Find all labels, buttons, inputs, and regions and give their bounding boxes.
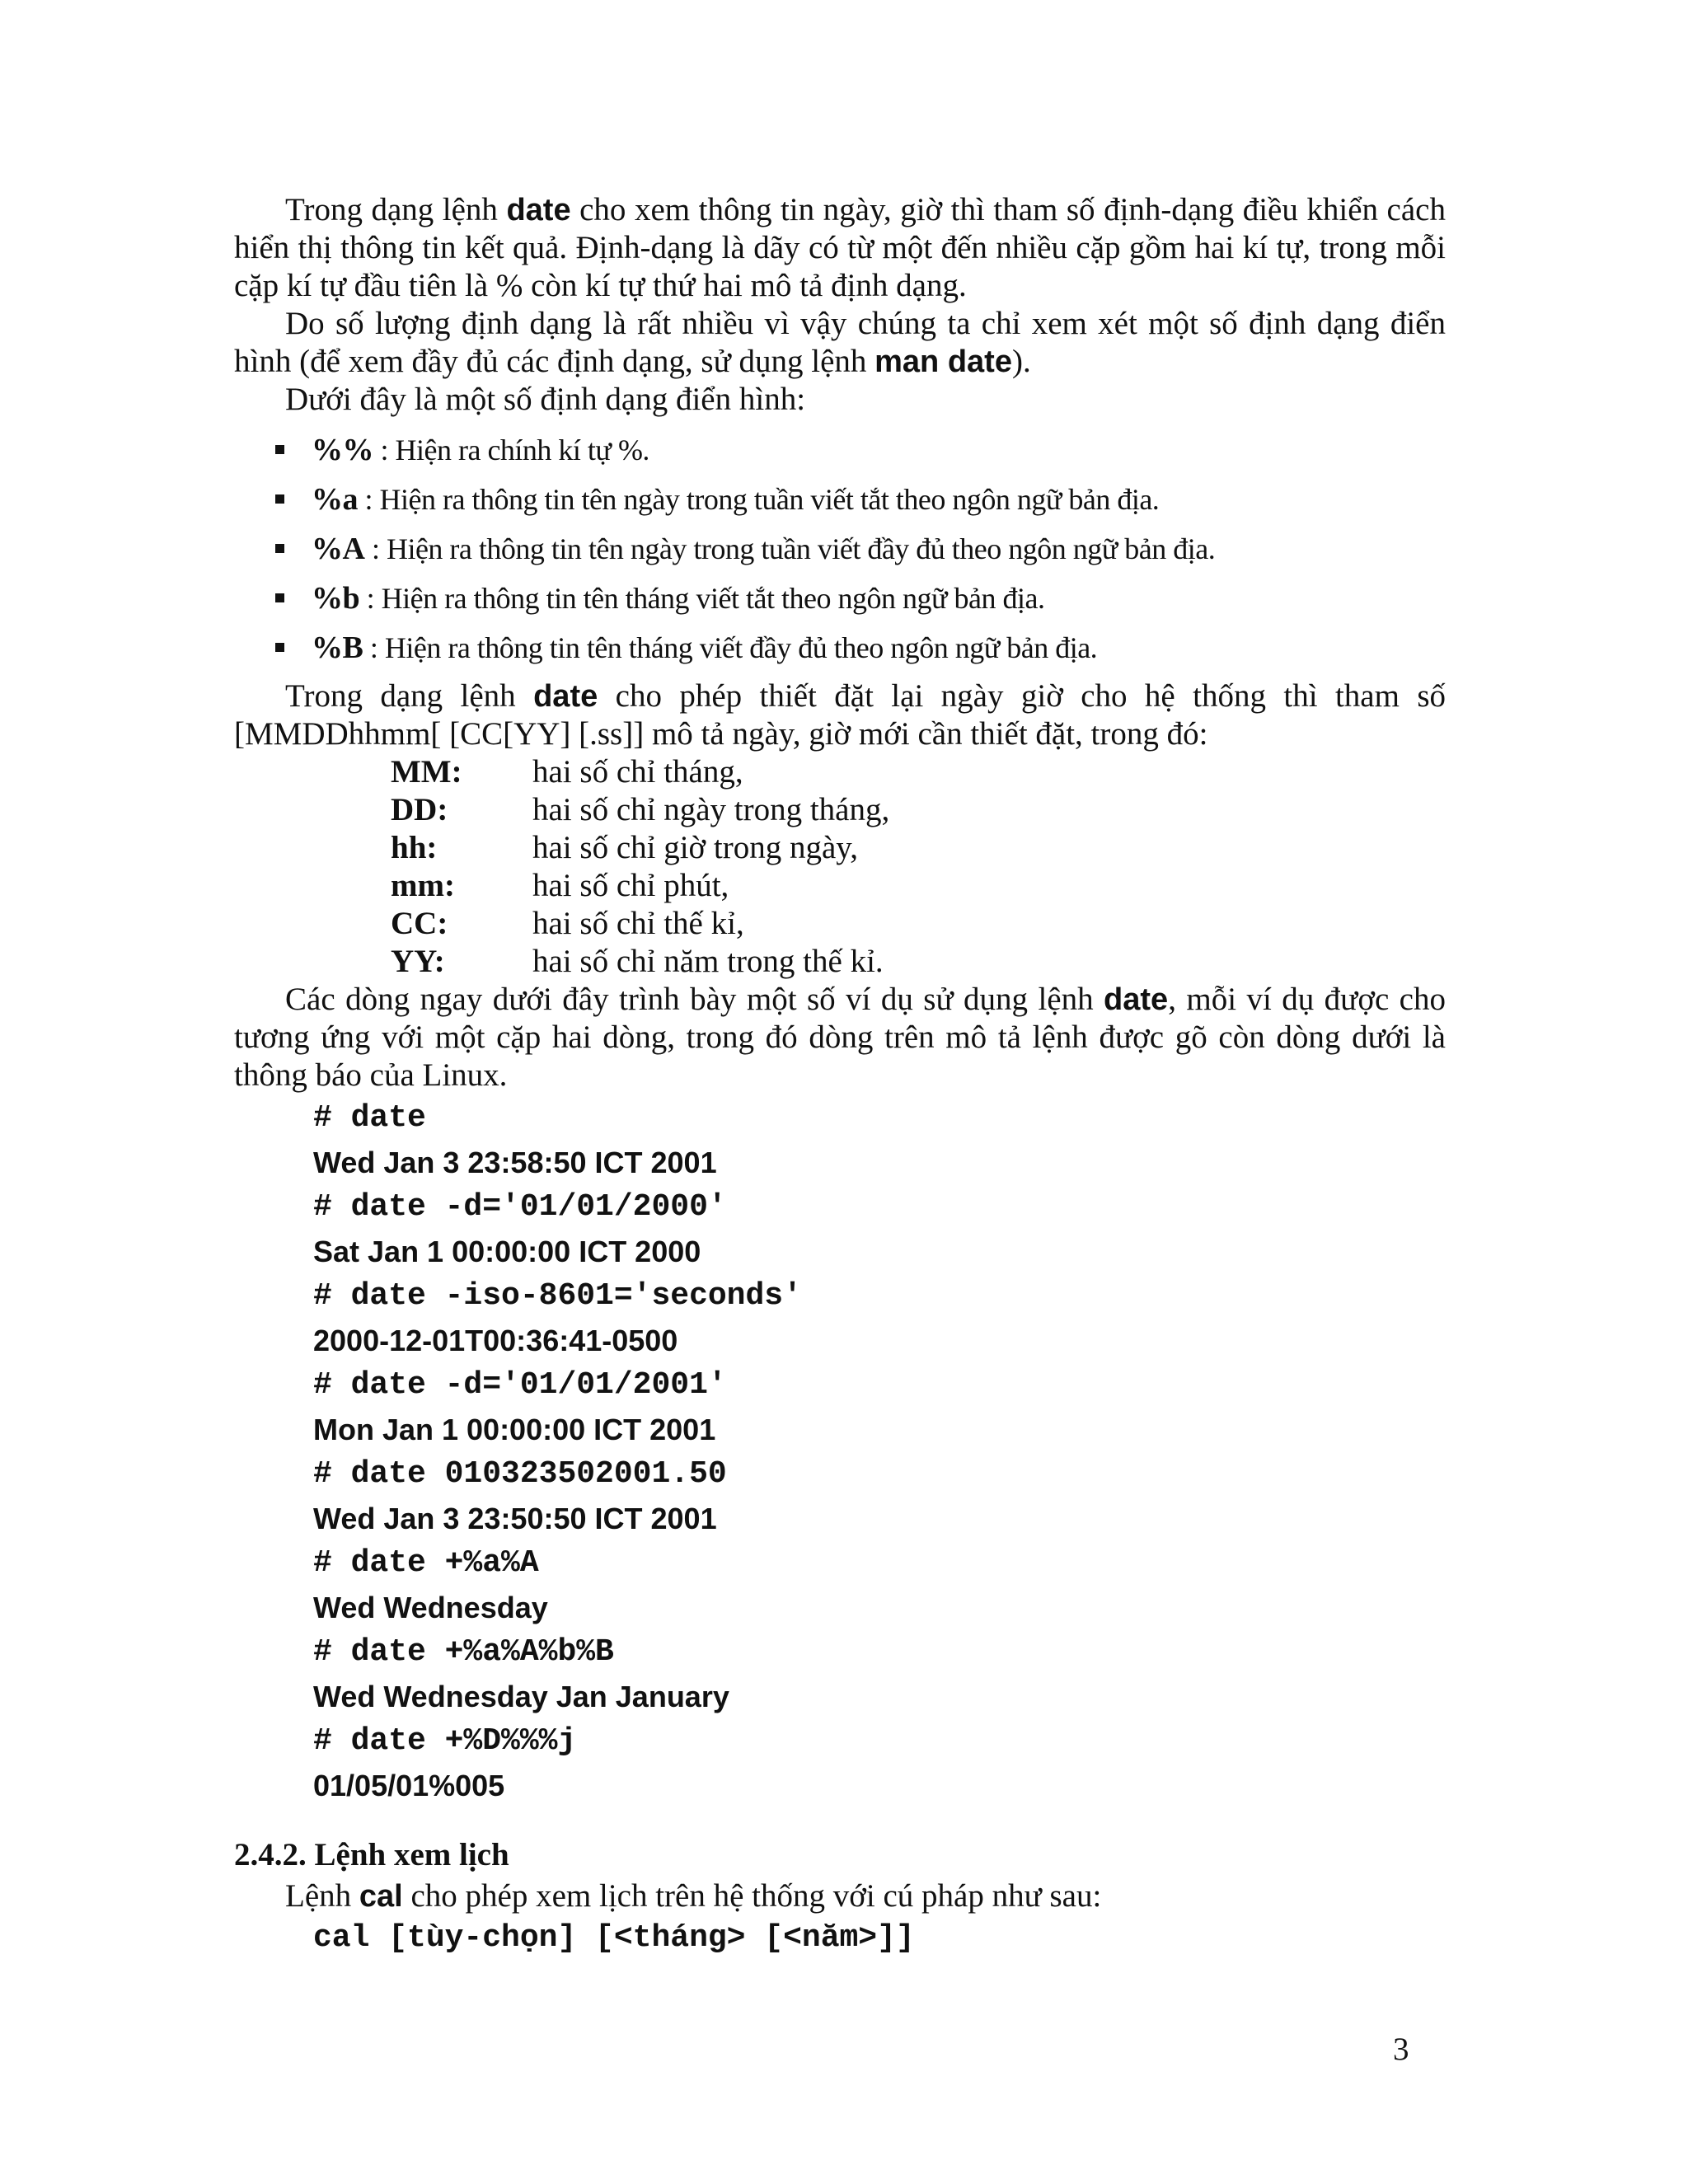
examples-intro-paragraph: Các dòng ngay dưới đây trình bày một số ví dụ sử dụng lệnh date, mỗi ví dụ được cho tương ứng với một cặp hai dòng, trong đó dòng trên mô tả lệnh được gõ còn dòng dưới là thông báo của Linux. [234,982,1446,1093]
example-command: # date -d='01/01/2001' [313,1367,727,1403]
list-item: %a : Hiện ra thông tin tên ngày trong tuần viết tắt theo ngôn ngữ bản địa. [234,475,1446,524]
definition-row: MM: hai số chỉ tháng, [391,754,743,790]
date-examples [313,1096,1446,1808]
intro-paragraph-1: Trong dạng lệnh date cho xem thông tin ngày, giờ thì tham số định-dạng điều khiển cách hiển thị thông tin kết quả. Định-dạng là dãy có từ một đến nhiều cặp gồm hai kí tự, trong mỗi cặp kí tự đầu tiên là % còn kí tự thứ hai mô tả định dạng. [234,192,1446,303]
example-output: Wed Wednesday [313,1591,548,1624]
example-command: # date -d='01/01/2000' [313,1189,727,1225]
example-output: Mon Jan 1 00:00:00 ICT 2001 [313,1413,716,1446]
list-item: %B : Hiện ra thông tin tên tháng viết đầy đủ theo ngôn ngữ bản địa. [234,623,1446,673]
keyword-date: date [533,679,598,714]
cal-syntax: cal [tùy-chọn] [<tháng> [<năm>]] [313,1920,915,1956]
example-command: # date [313,1100,426,1136]
list-item: %A : Hiện ra thông tin tên ngày trong tuần viết đầy đủ theo ngôn ngữ bản địa. [234,524,1446,574]
example-command: # date -iso-8601='seconds' [313,1278,802,1314]
example-output: 2000-12-01T00:36:41-0500 [313,1324,678,1357]
format-list [234,425,1446,673]
bullet-square-icon [275,445,284,454]
document-page [234,191,1446,1961]
example-command: # date +%a%A [313,1545,539,1581]
cal-paragraph: Lệnh cal cho phép xem lịch trên hệ thống với cú pháp như sau: [285,1878,1102,1914]
keyword-cal: cal [359,1879,403,1914]
intro-paragraph-3: Dưới đây là một số định dạng điển hình: [285,382,806,417]
definition-row: hh: hai số chỉ giờ trong ngày, [391,830,859,865]
example-output: 01/05/01%005 [313,1769,505,1802]
keyword-date: date [1104,982,1169,1017]
definition-row: DD: hai số chỉ ngày trong tháng, [391,792,890,827]
definition-row: CC: hai số chỉ thế kỉ, [391,906,744,941]
keyword-date: date [506,193,571,227]
bullet-square-icon [275,593,284,602]
bullet-square-icon [275,494,284,504]
page-number: 3 [1393,2032,1409,2067]
example-output: Wed Jan 3 23:58:50 ICT 2001 [313,1146,717,1179]
bullet-square-icon [275,544,284,553]
bullet-square-icon [275,643,284,652]
example-command: # date +%D%%%j [313,1723,577,1759]
definition-row: YY: hai số chỉ năm trong thế kỉ. [391,944,884,979]
example-command: # date +%a%A%b%B [313,1634,614,1670]
date-field-list [391,753,1446,981]
set-date-paragraph: Trong dạng lệnh date cho phép thiết đặt lại ngày giờ cho hệ thống thì tham số [MMDDhhmm[ [CC[YY] [.ss]] mô tả ngày, giờ mới cần thiết đặt, trong đó: [234,678,1446,752]
example-output: Wed Jan 3 23:50:50 ICT 2001 [313,1502,717,1535]
keyword-man-date: man date [874,344,1012,379]
list-item: %% : Hiện ra chính kí tự %. [234,425,1446,475]
example-output: Wed Wednesday Jan January [313,1680,729,1713]
section-heading: 2.4.2. Lệnh xem lịch [234,1837,509,1872]
intro-paragraph-2: Do số lượng định dạng là rất nhiều vì vậy chúng ta chỉ xem xét một số định dạng điển hình (để xem đầy đủ các định dạng, sử dụng lệnh man date). [234,306,1446,379]
example-command: # date 010323502001.50 [313,1456,727,1492]
definition-row: mm: hai số chỉ phút, [391,868,729,903]
example-output: Sat Jan 1 00:00:00 ICT 2000 [313,1235,701,1268]
list-item: %b : Hiện ra thông tin tên tháng viết tắt theo ngôn ngữ bản địa. [234,574,1446,623]
